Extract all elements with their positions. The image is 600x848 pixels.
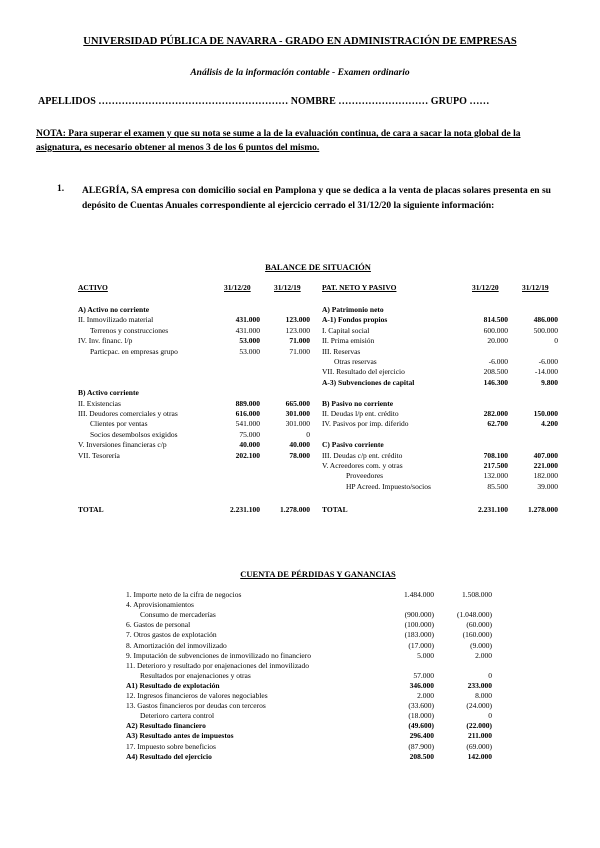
pyg-row-2019: 142.000: [467, 751, 492, 761]
activo-row-2019: 665.000: [285, 398, 310, 408]
activo-row-2020: 40.000: [239, 440, 260, 450]
pyg-row-2020: (900.000): [404, 610, 434, 620]
pyg-row-2019: (69.000): [466, 741, 492, 751]
activo-row-2020: 431.000: [235, 315, 260, 325]
pasivo-row-2019: 182.000: [533, 471, 558, 481]
pyg-row-2020: 296.400: [409, 731, 434, 741]
pyg-row-label: A1) Resultado de explotación: [126, 680, 220, 690]
activo-row-label: Socios desembolsos exigidos: [90, 429, 178, 439]
pyg-row-2020: 57.000: [413, 670, 434, 680]
university-title: UNIVERSIDAD PÚBLICA DE NAVARRA - GRADO EN ADMINISTRACIÓN DE EMPRESAS: [83, 36, 517, 47]
activo-row-label: VII. Tesorería: [78, 450, 120, 460]
pyg-row-2019: (22.000): [466, 721, 492, 731]
pyg-row-label: 1. Importe neto de la cifra de negocios: [126, 590, 242, 599]
pyg-row-2020: 346.000: [409, 680, 434, 690]
pyg-row-label: Consumo de mercaderías: [140, 610, 216, 620]
activo-row-2020: 53.000: [239, 336, 260, 346]
pasivo-row-label: A) Patrimonio neto: [322, 305, 384, 314]
activo-row-2019: 71.000: [289, 336, 310, 346]
pasivo-row-2020: 208.500: [483, 367, 508, 377]
pasivo-row-2020: 217.500: [483, 461, 508, 470]
activo-col2-header: 31/12/19: [274, 283, 301, 292]
exam-note: NOTA: Para superar el examen y que su nota se sume a la de la evaluación continua, de cara a sacar la nota global de la asignatura, es necesario obtener al menos 3 de los 6 puntos del mismo.: [36, 129, 521, 153]
activo-row-2020: 616.000: [235, 409, 260, 418]
pyg-row-label: 8. Amortización del inmovilizado: [126, 640, 227, 650]
activo-row-2019: 301.000: [285, 409, 310, 418]
activo-total-2019: 1.278.000: [280, 505, 310, 514]
pasivo-row-label: C) Pasivo corriente: [322, 440, 384, 450]
activo-row-label: A) Activo no corriente: [78, 305, 150, 314]
pyg-row-label: 9. Imputación de subvenciones de inmovilizado no financiero: [126, 650, 311, 660]
activo-row-label: II. Inmovilizado material: [78, 315, 154, 325]
pasivo-row-2019: 4.200: [541, 419, 558, 429]
pasivo-row-2019: -6.000: [538, 357, 558, 366]
pyg-row-2020: (49.600): [408, 721, 434, 731]
pasivo-row-label: III. Deudas c/p ent. crédito: [322, 450, 403, 460]
activo-row-2019: 40.000: [289, 440, 310, 450]
pasivo-total-label: TOTAL: [322, 505, 348, 514]
pyg-row-label: 17. Impuesto sobre beneficios: [126, 741, 216, 751]
activo-row-2019: 0: [306, 429, 310, 439]
pyg-row-2020: (18.000): [408, 711, 434, 721]
pyg-row-2020: (87.900): [408, 741, 434, 751]
pasivo-row-2020: 20.000: [487, 336, 508, 346]
pasivo-row-2020: 814.500: [483, 315, 508, 325]
pyg-row-label: 4. Aprovisionamientos: [126, 600, 194, 610]
pyg-row-2019: 1.508.000: [462, 590, 492, 599]
activo-row-label: II. Existencias: [78, 398, 121, 408]
pasivo-row-label: HP Acreed. Impuesto/socios: [346, 481, 431, 491]
pyg-row-2019: (1.048.000): [457, 610, 492, 620]
pasivo-row-2020: 708.100: [483, 450, 508, 460]
pyg-row-2019: (160.000): [462, 630, 492, 640]
pyg-row-label: A4) Resultado del ejercicio: [126, 751, 212, 761]
pasivo-row-2020: 282.000: [483, 409, 508, 418]
pasivo-header: PAT. NETO Y PASIVO: [322, 283, 397, 292]
activo-row-2020: 53.000: [239, 346, 260, 356]
pyg-title: CUENTA DE PÉRDIDAS Y GANANCIAS: [240, 569, 396, 579]
activo-row-2020: 889.000: [235, 398, 260, 408]
balance-title: BALANCE DE SITUACIÓN: [265, 262, 371, 272]
activo-row-2020: 431.000: [235, 325, 260, 335]
pyg-row-label: 12. Ingresos financieros de valores negociables: [126, 691, 268, 700]
pyg-row-2020: 208.500: [409, 751, 434, 761]
pyg-row-2020: (17.000): [408, 640, 434, 650]
pyg-row-label: A3) Resultado antes de impuestos: [126, 731, 234, 741]
pyg-row-2019: 2.000: [475, 650, 492, 660]
activo-row-2020: 202.100: [235, 450, 260, 460]
pasivo-row-2019: 9.800: [541, 377, 558, 387]
question-number: 1.: [57, 184, 65, 194]
activo-row-label: III. Deudores comerciales y otras: [78, 409, 178, 418]
activo-col1-header: 31/12/20: [224, 283, 251, 292]
pasivo-row-2019: 221.000: [533, 461, 558, 470]
pasivo-row-label: A-1) Fondos propios: [322, 315, 388, 325]
pasivo-row-label: VII. Resultado del ejercicio: [322, 367, 405, 377]
student-fields: APELLIDOS ………………………………………………… NOMBRE ……………………… GRUPO ……: [38, 96, 490, 107]
activo-total-2020: 2.231.100: [230, 505, 260, 514]
pyg-row-label: Deterioro cartera control: [140, 711, 215, 721]
pasivo-row-2020: 85.500: [487, 481, 508, 491]
activo-row-label: Clientes por ventas: [90, 419, 148, 429]
pasivo-row-2020: 600.000: [483, 325, 508, 335]
activo-row-label: V. Inversiones financieras c/p: [78, 440, 167, 450]
pasivo-row-2019: 39.000: [537, 481, 558, 491]
activo-total-label: TOTAL: [78, 505, 104, 514]
pasivo-row-2019: 500.000: [533, 325, 558, 335]
pasivo-row-2019: 407.000: [533, 450, 558, 460]
activo-row-2019: 301.000: [285, 419, 310, 429]
pasivo-col2-header: 31/12/19: [522, 283, 549, 292]
pasivo-row-2020: 132.000: [483, 471, 508, 481]
pyg-row-label: 7. Otros gastos de explotación: [126, 630, 217, 640]
pasivo-row-label: Proveedores: [346, 471, 384, 481]
activo-row-2020: 541.000: [235, 419, 260, 429]
pyg-row-2020: 1.484.000: [404, 590, 434, 599]
pyg-row-2019: 211.000: [468, 731, 492, 741]
pyg-row-2019: 8.000: [475, 691, 492, 700]
pasivo-row-2019: 486.000: [533, 315, 558, 325]
pasivo-row-label: I. Capital social: [322, 325, 370, 335]
pyg-row-2020: 5.000: [417, 650, 434, 660]
pyg-row-2019: (9.000): [470, 640, 492, 650]
pasivo-row-2019: 0: [554, 336, 558, 346]
pasivo-row-label: III. Reservas: [322, 346, 361, 356]
activo-row-2020: 75.000: [239, 429, 260, 439]
activo-header: ACTIVO: [78, 283, 108, 292]
pasivo-col1-header: 31/12/20: [472, 283, 499, 292]
pasivo-row-label: V. Acreedores com. y otras: [322, 461, 403, 470]
pyg-row-label: A2) Resultado financiero: [126, 721, 206, 731]
pasivo-row-label: II. Deudas l/p ent. crédito: [322, 409, 399, 418]
pasivo-row-2019: 150.000: [533, 409, 558, 418]
pasivo-row-2019: -14.000: [534, 367, 558, 377]
pyg-row-2019: 0: [488, 670, 492, 680]
activo-row-label: B) Activo corriente: [78, 388, 139, 398]
question-text: ALEGRÍA, SA empresa con domicilio social en Pamplona y que se dedica a la venta de placas solares presenta en su depósito de Cuentas Anuales correspondiente al ejercicio cerrado el 31/12/20 la siguiente información:: [82, 186, 551, 211]
pyg-row-2019: (24.000): [466, 701, 492, 711]
pyg-row-2020: (33.600): [408, 701, 434, 711]
pyg-row-2019: 0: [488, 711, 492, 721]
pyg-row-2020: (183.000): [404, 630, 434, 640]
activo-row-label: Particpac. en empresas grupo: [90, 346, 178, 356]
activo-row-2019: 78.000: [289, 450, 310, 460]
activo-row-label: IV. Inv. financ. l/p: [78, 336, 133, 346]
activo-row-2019: 123.000: [285, 325, 310, 335]
activo-row-2019: 123.000: [285, 315, 310, 325]
pyg-row-2019: (60.000): [466, 620, 492, 630]
pasivo-row-2020: 62.700: [487, 419, 508, 429]
pyg-row-2020: (100.000): [404, 620, 434, 630]
pasivo-total-2020: 2.231.100: [478, 505, 508, 514]
pyg-row-2020: 2.000: [417, 691, 434, 700]
pasivo-row-label: B) Pasivo no corriente: [322, 398, 394, 408]
activo-row-label: Terrenos y construcciones: [90, 325, 169, 335]
pyg-row-label: 6. Gastos de personal: [126, 620, 191, 630]
pasivo-row-label: II. Prima emisión: [322, 336, 375, 346]
pasivo-total-2019: 1.278.000: [528, 505, 558, 514]
pyg-row-label: 13. Gastos financieros por deudas con terceros: [126, 701, 266, 711]
pyg-row-2019: 233.000: [467, 680, 492, 690]
pyg-row-label: 11. Deterioro y resultado por enajenaciones del inmovilizado: [126, 660, 309, 670]
pasivo-row-2020: 146.300: [483, 377, 508, 387]
pasivo-row-label: IV. Pasivos por imp. diferido: [322, 419, 409, 429]
exam-subtitle: Análisis de la información contable - Examen ordinario: [190, 68, 410, 78]
activo-row-2019: 71.000: [289, 346, 310, 356]
pyg-row-label: Resultados por enajenaciones y otras: [140, 670, 251, 680]
pasivo-row-2020: -6.000: [488, 357, 508, 366]
pasivo-row-label: A-3) Subvenciones de capital: [322, 377, 415, 387]
pasivo-row-label: Otras reservas: [334, 357, 377, 366]
